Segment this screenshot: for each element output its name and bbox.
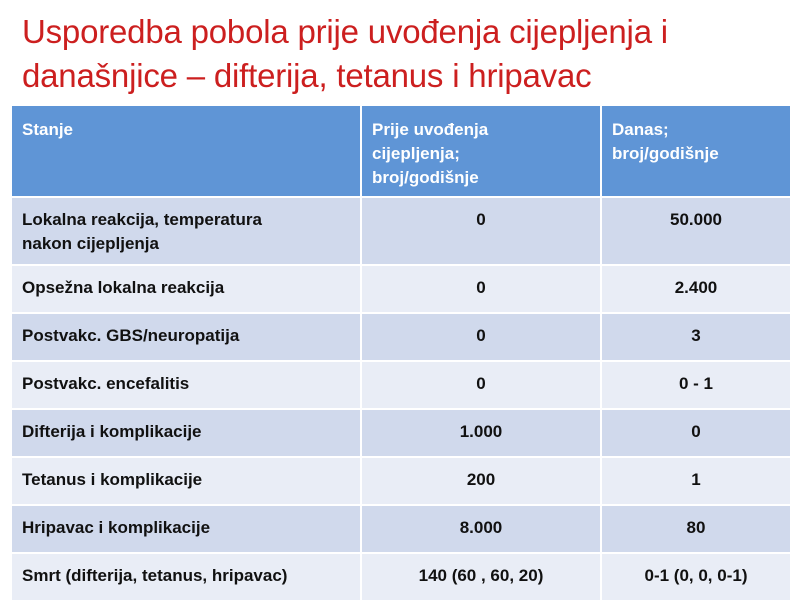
today-value: 0 - 1 [601, 361, 791, 409]
condition-cell [11, 505, 361, 553]
header-before-text-1: Prije uvođenja [372, 120, 489, 139]
header-today-text-1: Danas; [612, 120, 669, 139]
table-row [11, 361, 791, 409]
page-title-line-1: Usporedba pobola prije uvođenja cijepljenja i [22, 13, 668, 50]
condition-cell [11, 553, 361, 601]
condition-text: Postvakc. encefalitis [22, 374, 190, 393]
condition-cell [11, 457, 361, 505]
header-before-vaccination [361, 105, 601, 197]
today-value: 0 [601, 409, 791, 457]
before-value: 8.000 [361, 505, 601, 553]
header-today [601, 105, 791, 197]
today-value: 0-1 (0, 0, 0-1) [601, 553, 791, 601]
table-row [11, 505, 791, 553]
condition-text: Lokalna reakcija, temperatura [22, 210, 263, 229]
table-row [11, 409, 791, 457]
table-row [11, 197, 791, 265]
header-today-text-2: broj/godišnje [612, 144, 719, 163]
header-condition-text: Stanje [22, 120, 74, 139]
today-value: 2.400 [601, 265, 791, 313]
before-value: 0 [361, 313, 601, 361]
before-value: 1.000 [361, 409, 601, 457]
condition-text: Opsežna lokalna reakcija [22, 278, 225, 297]
condition-cell [11, 409, 361, 457]
condition-text: Hripavac i komplikacije [22, 518, 211, 537]
before-value: 0 [361, 361, 601, 409]
table-row [11, 313, 791, 361]
comparison-table [10, 104, 792, 602]
today-value: 1 [601, 457, 791, 505]
before-value: 0 [361, 197, 601, 265]
condition-text: nakon cijepljenja [22, 234, 159, 253]
condition-text: Difterija i komplikacije [22, 422, 202, 441]
before-value: 140 (60 , 60, 20) [361, 553, 601, 601]
header-before-text-3: broj/godišnje [372, 168, 479, 187]
table-header-row [11, 105, 791, 197]
before-value: 0 [361, 265, 601, 313]
condition-cell [11, 313, 361, 361]
condition-text: Tetanus i komplikacije [22, 470, 203, 489]
before-value: 200 [361, 457, 601, 505]
condition-cell [11, 361, 361, 409]
page-title-line-2: današnjice – difterija, tetanus i hripavac [22, 57, 592, 94]
condition-text: Smrt (difterija, tetanus, hripavac) [22, 566, 288, 585]
header-before-text-2: cijepljenja; [372, 144, 460, 163]
condition-cell [11, 265, 361, 313]
today-value: 3 [601, 313, 791, 361]
header-condition [11, 105, 361, 197]
table-row [11, 457, 791, 505]
today-value: 50.000 [601, 197, 791, 265]
condition-text: Postvakc. GBS/neuropatija [22, 326, 240, 345]
condition-cell [11, 197, 361, 265]
page-title [22, 10, 792, 98]
today-value: 80 [601, 505, 791, 553]
table-row [11, 265, 791, 313]
table-row [11, 553, 791, 601]
